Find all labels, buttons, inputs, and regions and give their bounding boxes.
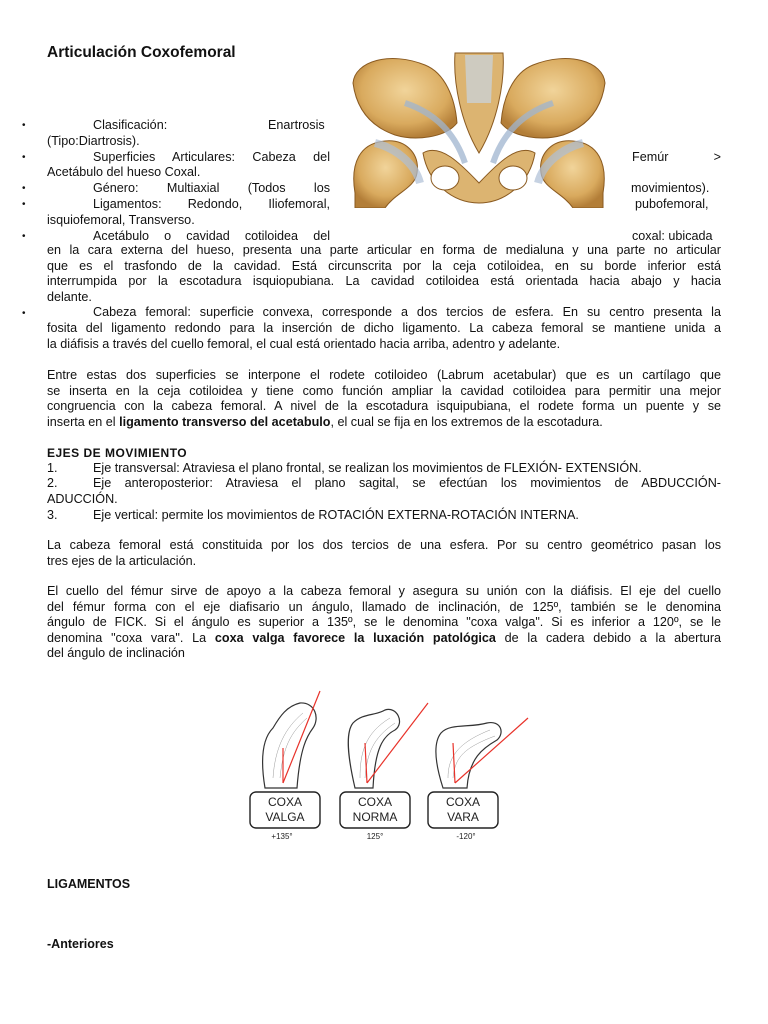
- femur-vara: [436, 723, 501, 788]
- paragraph-line: El cuello del fémur sirve de apoyo a la cabeza femoral y asegura su unión con la diáfisis. El eje del cuello: [47, 584, 721, 598]
- bullet-marker: •: [22, 308, 26, 319]
- bullet-5-line: que es el trasfondo de la cavidad. Está circunscrita por la ceja cotiloidea, en su borde inferior está: [47, 259, 721, 273]
- bullet-marker: •: [22, 152, 26, 163]
- pelvis-illustration: [345, 43, 613, 208]
- subsection-heading-anteriores: -Anteriores: [47, 937, 114, 951]
- bullet-1-cont: (Tipo:Diartrosis).: [47, 134, 140, 148]
- list-number: 3.: [47, 508, 58, 522]
- list-item: [47, 476, 721, 492]
- paragraph-line: tres ejes de la articulación.: [47, 554, 197, 568]
- label-valga-l2: VALGA: [265, 810, 305, 824]
- paragraph-line: congruencia con la cabeza femoral. A nivel de la escotadura isquipubiana, el rodete forma un puente y se: [47, 399, 721, 413]
- angle-valga: +135°: [271, 832, 293, 841]
- paragraph-line: Entre estas dos superficies se interpone el rodete cotiloideo (Labrum acetabular) que es un cartílago que: [47, 368, 721, 382]
- paragraph-line: se inserta en la ceja cotiloidea y tiene como función ampliar la cavidad cotiloidea para permitir una mejor: [47, 384, 721, 398]
- bullet-3-left: Género: Multiaxial (Todos los: [93, 181, 330, 195]
- bullet-5-left: Acetábulo o cavidad cotiloidea del: [93, 229, 330, 243]
- bullet-4-left: Ligamentos: Redondo, Iliofemoral,: [93, 197, 330, 211]
- paragraph-line: ángulo de FICK. Si el ángulo es superior a 135º, se le denomina "coxa valga". Si es inferior a 120º, se le: [47, 615, 721, 629]
- label-norma-l1: COXA: [357, 795, 393, 809]
- femur-normal: [348, 709, 399, 788]
- list-text: Eje vertical: permite los movimientos de ROTACIÓN EXTERNA-ROTACIÓN INTERNA.: [93, 508, 579, 522]
- bullet-5-line: en la cara externa del hueso, presenta una parte articular en forma de medialuna y una parte no articular: [47, 243, 721, 257]
- bullet-2-right: Femúr >: [632, 150, 721, 164]
- paragraph-line: [47, 415, 721, 431]
- femur-valga: [263, 703, 316, 788]
- paragraph-line: del ángulo de inclinación: [47, 646, 185, 660]
- bold-text: coxa valga favorece la luxación patológica: [214, 631, 496, 645]
- label-vara-l1: COXA: [445, 795, 481, 809]
- paragraph-line: [47, 631, 721, 647]
- bullet-5-right: coxal: ubicada: [632, 229, 713, 243]
- text-run: de la cadera debido a la abertura: [495, 631, 722, 645]
- list-text: ADUCCIÓN.: [47, 492, 118, 506]
- bullet-marker: •: [22, 183, 26, 194]
- list-number: 2.: [47, 476, 58, 490]
- bullet-1-left: Clasificación:: [93, 118, 168, 132]
- bullet-marker: •: [22, 120, 26, 131]
- bullet-4-right: pubofemoral,: [635, 197, 709, 211]
- label-valga-l1: COXA: [267, 795, 303, 809]
- list-text: Eje anteroposterior: Atraviesa el plano sagital, se efectúan los movimientos de ABDUCCIÓN-: [93, 476, 721, 490]
- text-run: denomina "coxa vara". La: [47, 631, 215, 645]
- bullet-2-cont: Acetábulo del hueso Coxal.: [47, 165, 201, 179]
- angle-vara: -120°: [456, 832, 476, 841]
- page-title: Articulación Coxofemoral: [47, 44, 236, 61]
- bullet-6-line: la diáfisis a través del cuello femoral, el cual está orientado hacia arriba, adentro y adelante.: [47, 337, 561, 351]
- bold-text: ligamento transverso del acetabulo: [119, 415, 331, 429]
- bullet-5-line: delante.: [47, 290, 92, 304]
- bullet-marker: •: [22, 199, 26, 210]
- bullet-6-line: Cabeza femoral: superficie convexa, corresponde a dos tercios de esfera. En su centro presenta la: [93, 305, 721, 319]
- bullet-5-line: interrumpida por la escotadura isquiopubiana. La cavidad cotiloidea está orientada hacia abajo y hacia: [47, 274, 721, 288]
- list-item: [47, 460, 642, 476]
- bullet-3-right: movimientos).: [631, 181, 710, 195]
- paragraph-line: La cabeza femoral está constituida por los dos tercios de una esfera. Por su centro geométrico pasan los: [47, 538, 721, 552]
- bullet-4-cont: isquiofemoral, Transverso.: [47, 213, 195, 227]
- bullet-1-right: Enartrosis: [268, 118, 325, 132]
- list-text: Eje transversal: Atraviesa el plano frontal, se realizan los movimientos de FLEXIÓN- EXTENSIÓN.: [93, 461, 642, 475]
- label-vara-l2: VARA: [447, 810, 479, 824]
- list-item: [47, 507, 579, 523]
- section-heading: EJES DE MOVIMIENTO: [47, 446, 188, 460]
- angle-norma: 125°: [366, 832, 384, 841]
- text-run: inserta en el: [47, 415, 120, 429]
- text-run: , el cual se fija en los extremos de la escotadura.: [330, 415, 603, 429]
- section-heading-ligamentos: LIGAMENTOS: [47, 877, 131, 891]
- label-norma-l2: NORMA: [352, 810, 398, 824]
- bullet-marker: •: [22, 231, 26, 242]
- list-number: 1.: [47, 461, 58, 475]
- bullet-6-line: fosita del ligamento redondo para la inserción de dicho ligamento. La cabeza femoral se mantiene unida a: [47, 321, 721, 335]
- bullet-2-left: Superficies Articulares: Cabeza del: [93, 150, 330, 164]
- paragraph-line: del fémur forma con el eje diafisario un ángulo, llamado de inclinación, de 125º, también se le denomina: [47, 600, 721, 614]
- coxa-angles-figure: [245, 688, 535, 848]
